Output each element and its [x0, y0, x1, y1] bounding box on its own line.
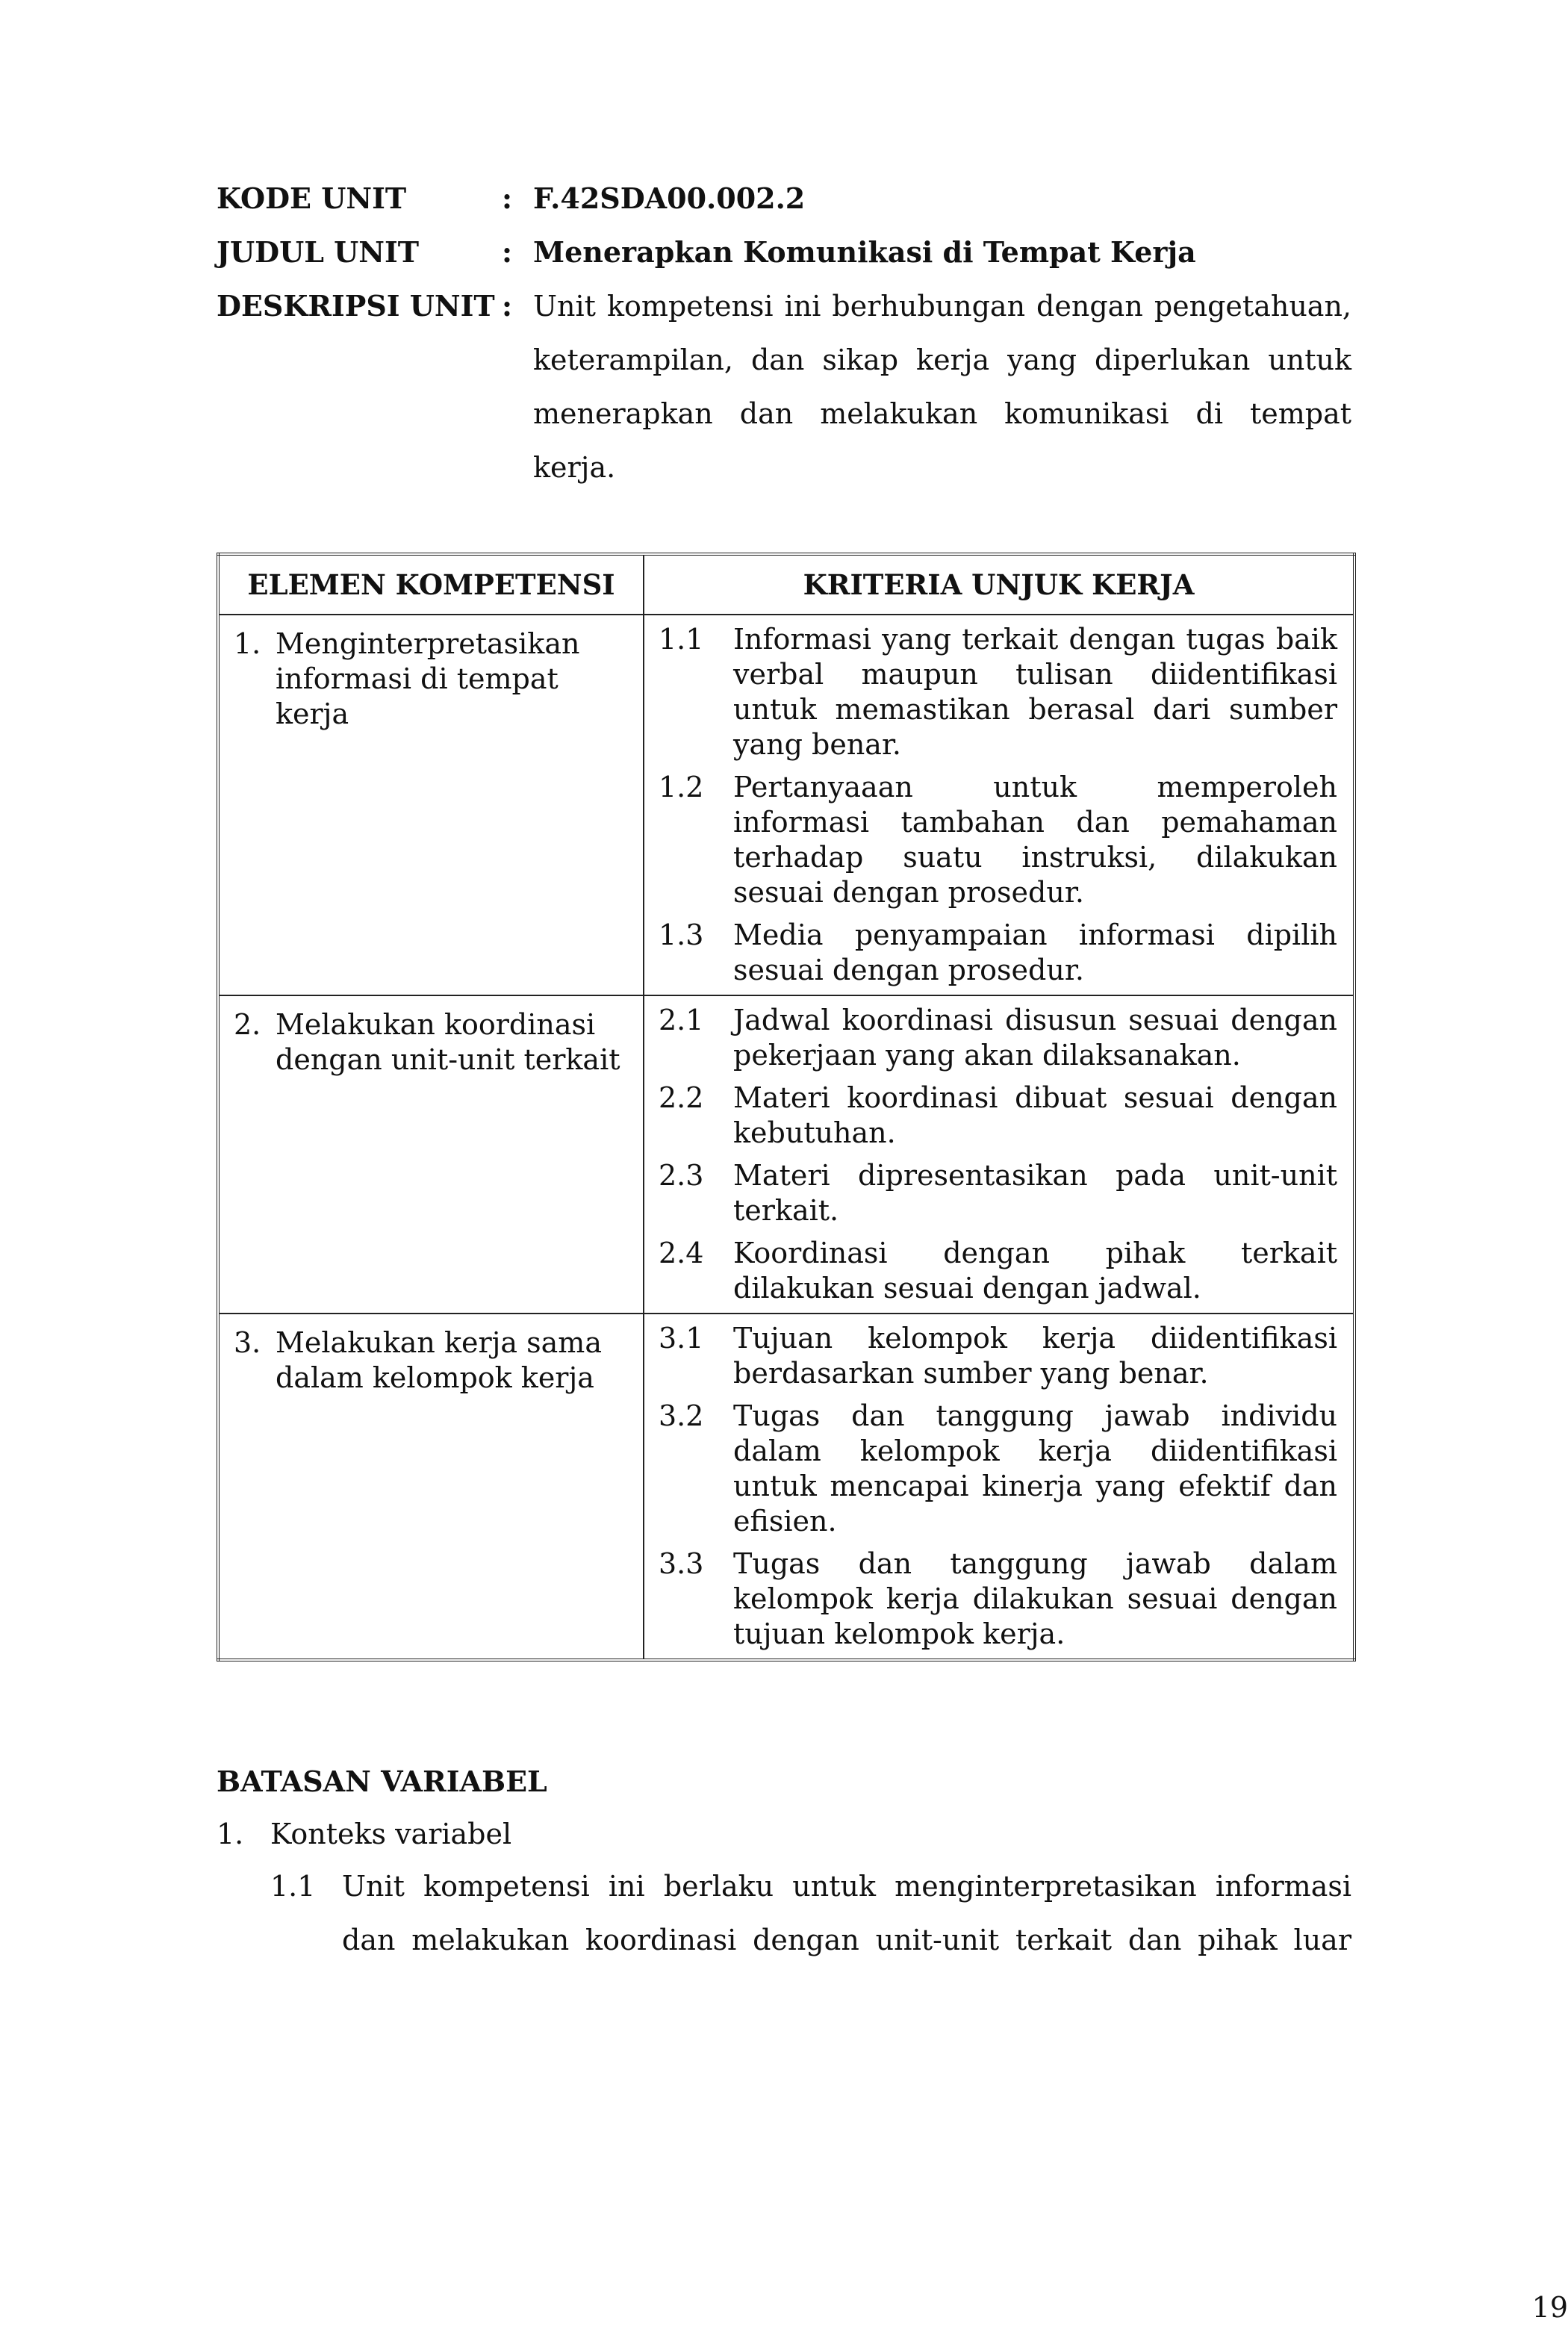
element-cell	[218, 1314, 644, 1660]
criteria-text: Media penyampaian informasi dipilih sesuai dengan prosedur.	[733, 918, 1337, 986]
unit-metadata	[217, 172, 1351, 494]
element-cell	[218, 615, 644, 995]
criteria-item	[659, 770, 1337, 910]
document-page	[217, 172, 1568, 2324]
colon: :	[502, 181, 513, 215]
criteria-number: 1.3	[659, 918, 704, 951]
criteria-cell	[644, 1314, 1354, 1660]
criteria-cell	[644, 995, 1354, 1314]
kode-unit-value: F.42SDA00.002.2	[533, 181, 806, 215]
table-row	[218, 995, 1354, 1314]
criteria-item	[659, 1546, 1337, 1652]
criteria-item	[659, 1158, 1337, 1228]
element-text: Menginterpretasikan informasi di tempat kerja	[276, 627, 580, 730]
criteria-number: 1.2	[659, 771, 704, 803]
criteria-text: Tujuan kelompok kerja diidentifikasi berdasarkan sumber yang benar.	[733, 1322, 1337, 1390]
table-header-row	[218, 554, 1354, 615]
criteria-number: 2.2	[659, 1081, 704, 1114]
criteria-item	[659, 1399, 1337, 1539]
element-text: Melakukan kerja sama dalam kelompok kerja	[276, 1326, 602, 1394]
element-text: Melakukan koordinasi dengan unit-unit terkait	[276, 1008, 620, 1076]
criteria-text: Materi dipresentasikan pada unit-unit terkait.	[733, 1159, 1337, 1227]
judul-unit-value: Menerapkan Komunikasi di Tempat Kerja	[533, 235, 1196, 269]
criteria-item	[659, 1003, 1337, 1073]
criteria-number: 2.4	[659, 1237, 704, 1269]
criteria-text: Koordinasi dengan pihak terkait dilakukan sesuai dengan jadwal.	[733, 1237, 1337, 1305]
criteria-cell	[644, 615, 1354, 995]
criteria-number: 3.2	[659, 1399, 704, 1432]
list-text: Konteks variabel	[270, 1818, 512, 1850]
criteria-text: Tugas dan tanggung jawab individu dalam kelompok kerja diidentifikasi untuk mencapai kinerja yang efektif dan efisien.	[733, 1399, 1337, 1538]
element-number: 2.	[234, 1008, 261, 1041]
criteria-number: 2.1	[659, 1004, 704, 1036]
colon: :	[502, 289, 513, 323]
header-elemen-kompetensi: ELEMEN KOMPETENSI	[218, 554, 644, 615]
header-kriteria-unjuk-kerja: KRITERIA UNJUK KERJA	[644, 554, 1354, 615]
criteria-number: 1.1	[659, 623, 704, 656]
list-number: 1.	[217, 1818, 244, 1850]
table-row	[218, 615, 1354, 995]
list-number: 1.1	[270, 1870, 316, 1903]
criteria-item	[659, 918, 1337, 988]
element-number: 3.	[234, 1326, 261, 1359]
element-number: 1.	[234, 627, 261, 660]
colon: :	[502, 235, 513, 269]
batasan-variabel-heading: BATASAN VARIABEL	[217, 1765, 547, 1798]
criteria-number: 2.3	[659, 1159, 704, 1192]
table-row	[218, 1314, 1354, 1660]
criteria-number: 3.3	[659, 1547, 704, 1580]
kode-unit-label: KODE UNIT	[217, 181, 407, 215]
criteria-text: Tugas dan tanggung jawab dalam kelompok kerja dilakukan sesuai dengan tujuan kelompok kerja.	[733, 1547, 1337, 1650]
deskripsi-unit-value: Unit kompetensi ini berhubungan dengan pengetahuan, keterampilan, dan sikap kerja yang diperlukan untuk menerapkan dan melakukan komunikasi di tempat kerja.	[533, 290, 1351, 484]
criteria-text: Pertanyaaan untuk memperoleh informasi tambahan dan pemahaman terhadap suatu instruksi, dilakukan sesuai dengan prosedur.	[733, 771, 1337, 909]
list-text: Unit kompetensi ini berlaku untuk menginterpretasikan informasi dan melakukan koordinasi dengan unit-unit terkait dan pihak luar	[342, 1870, 1351, 1956]
criteria-item	[659, 1321, 1337, 1391]
criteria-item	[659, 1236, 1337, 1306]
criteria-text: Materi koordinasi dibuat sesuai dengan kebutuhan.	[733, 1081, 1337, 1149]
judul-unit-label: JUDUL UNIT	[217, 235, 420, 269]
criteria-number: 3.1	[659, 1322, 704, 1355]
list-subitem	[270, 1859, 1351, 1967]
competency-table	[217, 553, 1356, 1661]
deskripsi-unit-label: DESKRIPSI UNIT	[217, 289, 495, 323]
page-number: 19	[1531, 2291, 1568, 2324]
criteria-text: Jadwal koordinasi disusun sesuai dengan pekerjaan yang akan dilaksanakan.	[733, 1004, 1337, 1072]
list-item	[217, 1807, 511, 1861]
element-cell	[218, 995, 644, 1314]
criteria-item	[659, 1081, 1337, 1151]
criteria-item	[659, 622, 1337, 762]
criteria-text: Informasi yang terkait dengan tugas baik verbal maupun tulisan diidentifikasi untuk memastikan berasal dari sumber yang benar.	[733, 623, 1337, 761]
